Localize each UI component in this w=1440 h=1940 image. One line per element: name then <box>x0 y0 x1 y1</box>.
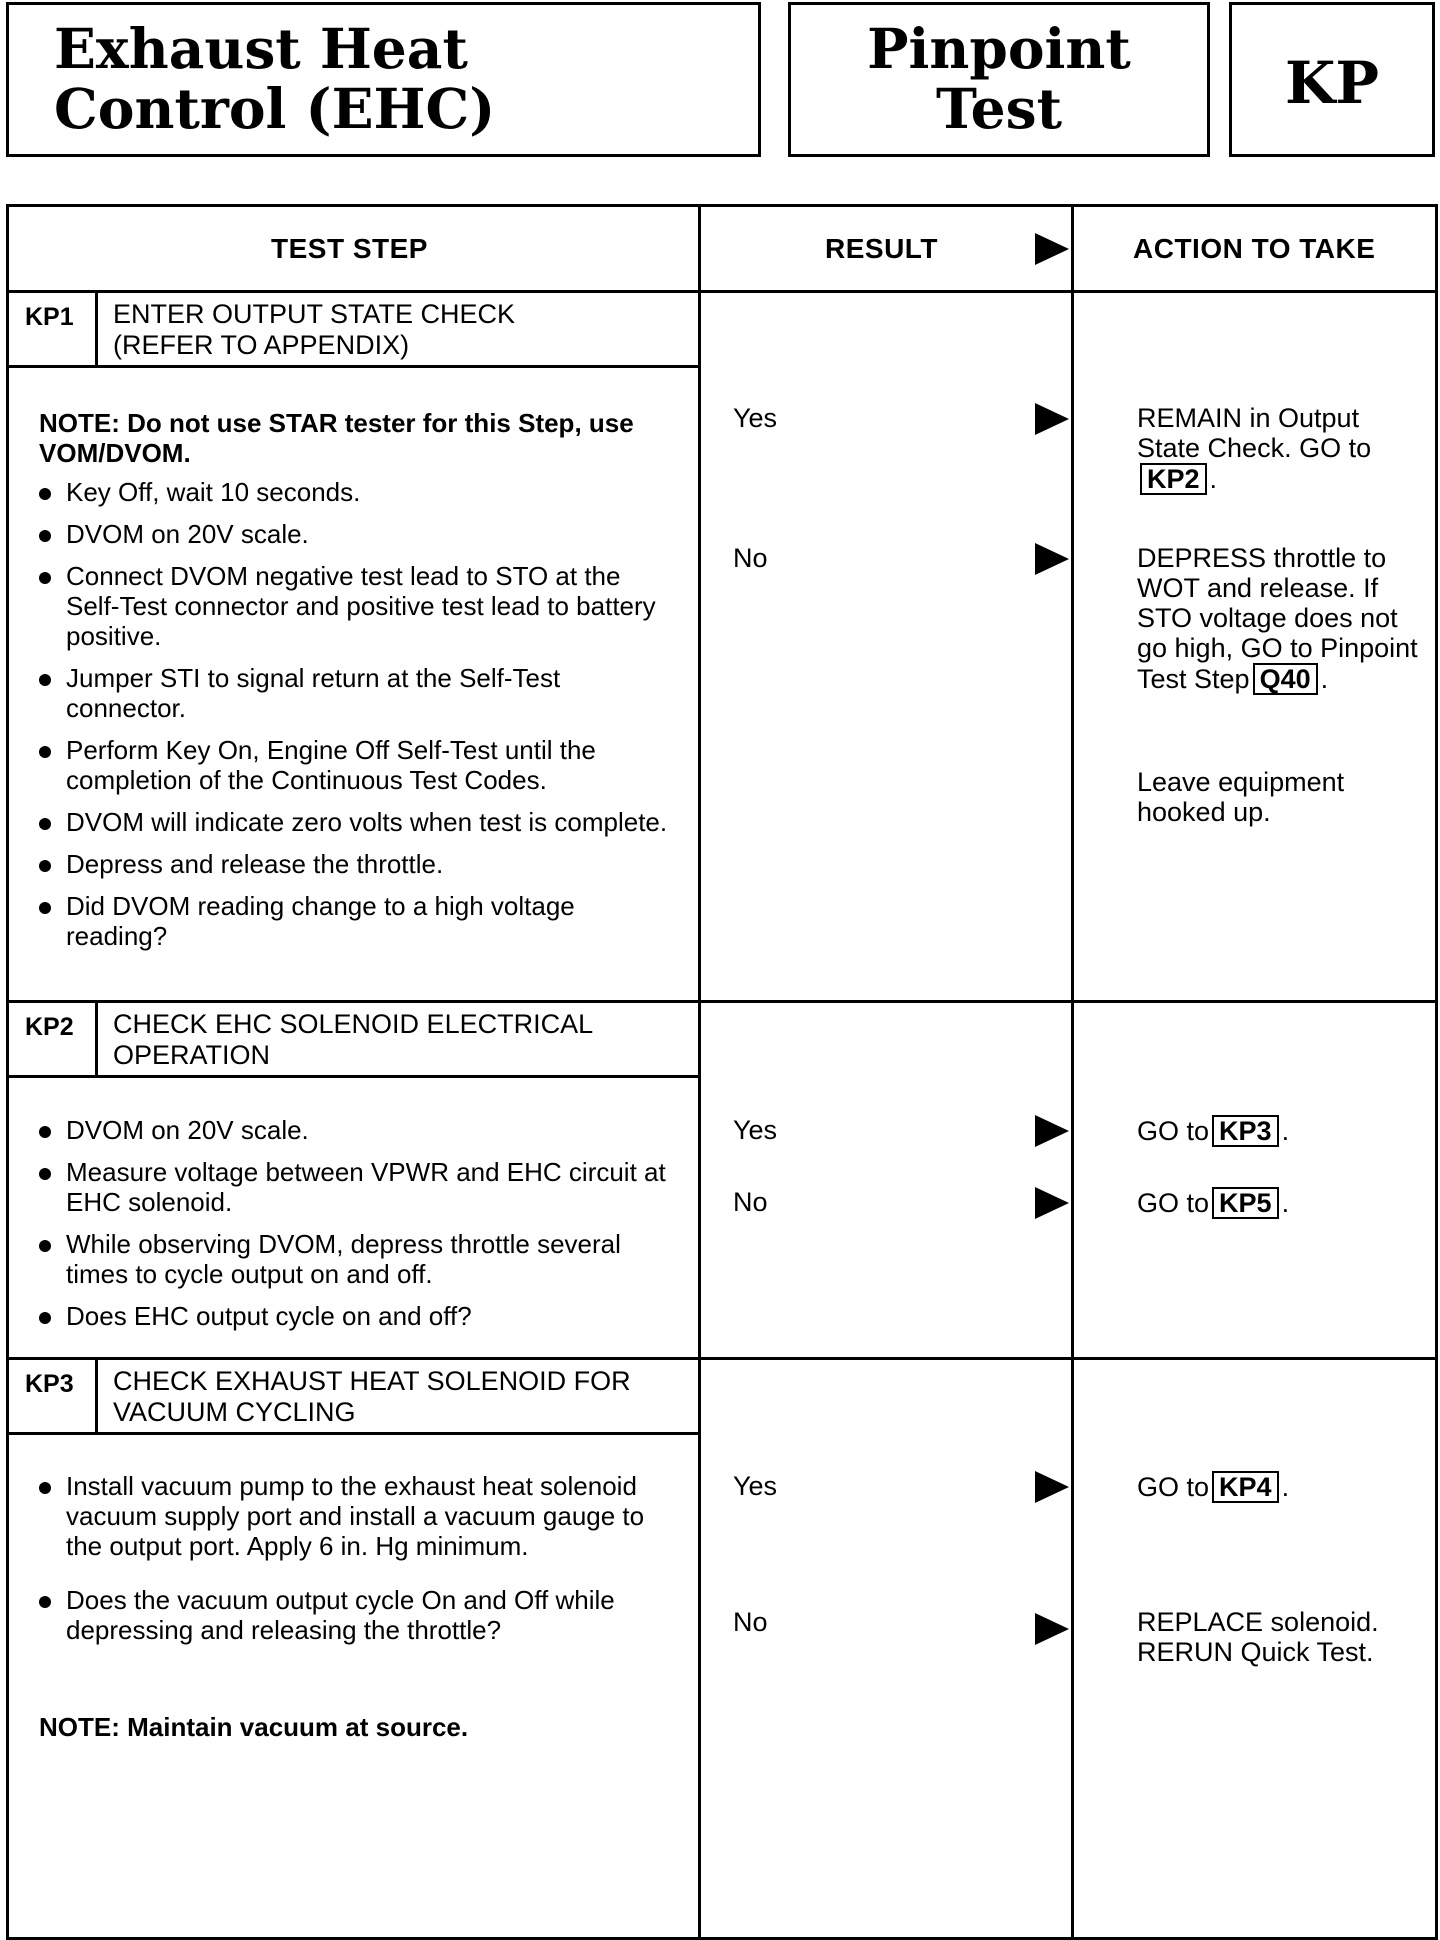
action-text-body: GO to <box>1137 1188 1210 1218</box>
header-action: ACTION TO TAKE <box>1133 233 1376 264</box>
test-table <box>6 204 1438 1940</box>
action-text <box>1137 543 1427 695</box>
bullet-item: Does EHC output cycle on and off? <box>37 1301 687 1331</box>
step-id: KP2 <box>25 1013 74 1041</box>
action-punct: . <box>1320 664 1329 694</box>
step-bullets <box>37 1115 687 1343</box>
action-punct: . <box>1281 1472 1290 1502</box>
step-note: NOTE: Do not use STAR tester for this Step, use VOM/DVOM. <box>39 408 634 468</box>
code-box <box>1229 2 1435 157</box>
column-divider <box>698 207 701 1937</box>
action-text <box>1137 403 1427 495</box>
step-id-divider <box>95 291 98 366</box>
step-ref: KP2 <box>1140 463 1207 495</box>
result-no: No <box>733 1187 768 1217</box>
step-divider <box>9 1357 1435 1360</box>
bullet-item: Connect DVOM negative test lead to STO at the Self-Test connector and positive test lead to battery positive. <box>37 561 677 651</box>
step-title: ENTER OUTPUT STATE CHECK (REFER TO APPENDIX) <box>113 299 516 360</box>
result-arrow-icon <box>1035 1187 1069 1219</box>
step-id: KP1 <box>25 303 74 331</box>
result-yes: Yes <box>733 403 778 433</box>
bullet-item: DVOM on 20V scale. <box>37 519 677 549</box>
action-text <box>1137 1187 1427 1219</box>
step-ref: KP5 <box>1212 1187 1279 1219</box>
action-text-body: REMAIN in Output State Check. GO to <box>1137 403 1372 463</box>
header-arrow-icon <box>1035 233 1069 265</box>
bullet-item: Did DVOM reading change to a high voltage reading? <box>37 891 677 951</box>
step-note: NOTE: Maintain vacuum at source. <box>39 1712 469 1742</box>
bullet-item: Key Off, wait 10 seconds. <box>37 477 677 507</box>
action-punct: . <box>1281 1116 1290 1146</box>
step-title-divider <box>9 1075 699 1078</box>
result-yes: Yes <box>733 1471 778 1501</box>
action-text: REPLACE solenoid. RERUN Quick Test. <box>1137 1607 1379 1667</box>
action-text <box>1137 1115 1427 1147</box>
result-arrow-icon <box>1035 1471 1069 1503</box>
step-title-divider <box>9 365 699 368</box>
bullet-item: Measure voltage between VPWR and EHC circuit at EHC solenoid. <box>37 1157 687 1217</box>
step-title: CHECK EXHAUST HEAT SOLENOID FOR VACUUM CYCLING <box>113 1366 631 1427</box>
bullet-item: While observing DVOM, depress throttle several times to cycle output on and off. <box>37 1229 687 1289</box>
step-bullets <box>37 1471 687 1657</box>
step-title: CHECK EHC SOLENOID ELECTRICAL OPERATION <box>113 1009 594 1070</box>
bullet-item: DVOM on 20V scale. <box>37 1115 687 1145</box>
result-arrow-icon <box>1035 403 1069 435</box>
bullet-item: Jumper STI to signal return at the Self-Test connector. <box>37 663 677 723</box>
result-arrow-icon <box>1035 543 1069 575</box>
test-code: KP <box>1284 49 1380 117</box>
step-ref: KP3 <box>1212 1115 1279 1147</box>
pinpoint-label: Pinpoint Test <box>867 16 1131 141</box>
header-divider <box>9 290 1435 293</box>
action-punct: . <box>1209 464 1218 494</box>
action-text <box>1137 1471 1427 1503</box>
bullet-item: Install vacuum pump to the exhaust heat solenoid vacuum supply port and install a vacuum gauge to the output port. Apply 6 in. Hg minimum. <box>37 1471 687 1561</box>
action-extra: Leave equipment hooked up. <box>1137 767 1345 827</box>
action-text-body: DEPRESS throttle to WOT and release. If STO voltage does not go high, GO to Pinpoint Test Step <box>1137 543 1418 694</box>
bullet-item: Depress and release the throttle. <box>37 849 677 879</box>
bullet-item: Perform Key On, Engine Off Self-Test until the completion of the Continuous Test Codes. <box>37 735 677 795</box>
bullet-item: DVOM will indicate zero volts when test is complete. <box>37 807 677 837</box>
action-text-body: GO to <box>1137 1472 1210 1502</box>
result-arrow-icon <box>1035 1115 1069 1147</box>
step-ref: Q40 <box>1253 663 1318 695</box>
title-box <box>6 2 761 157</box>
result-yes: Yes <box>733 1115 778 1145</box>
step-id-divider <box>95 1001 98 1076</box>
page-title: Exhaust Heat Control (EHC) <box>54 16 496 141</box>
step-id-divider <box>95 1358 98 1433</box>
header-result: RESULT <box>825 233 938 264</box>
step-bullets <box>37 477 677 963</box>
pinpoint-box <box>788 2 1210 157</box>
action-text-body: GO to <box>1137 1116 1210 1146</box>
bullet-item: Does the vacuum output cycle On and Off while depressing and releasing the throttle? <box>37 1585 687 1645</box>
step-ref: KP4 <box>1212 1471 1279 1503</box>
action-punct: . <box>1281 1188 1290 1218</box>
result-no: No <box>733 1607 768 1637</box>
result-arrow-icon <box>1035 1613 1069 1645</box>
step-divider <box>9 1000 1435 1003</box>
column-divider <box>1071 207 1074 1937</box>
step-title-divider <box>9 1432 699 1435</box>
header-test-step: TEST STEP <box>271 233 428 264</box>
result-no: No <box>733 543 768 573</box>
step-id: KP3 <box>25 1370 74 1398</box>
